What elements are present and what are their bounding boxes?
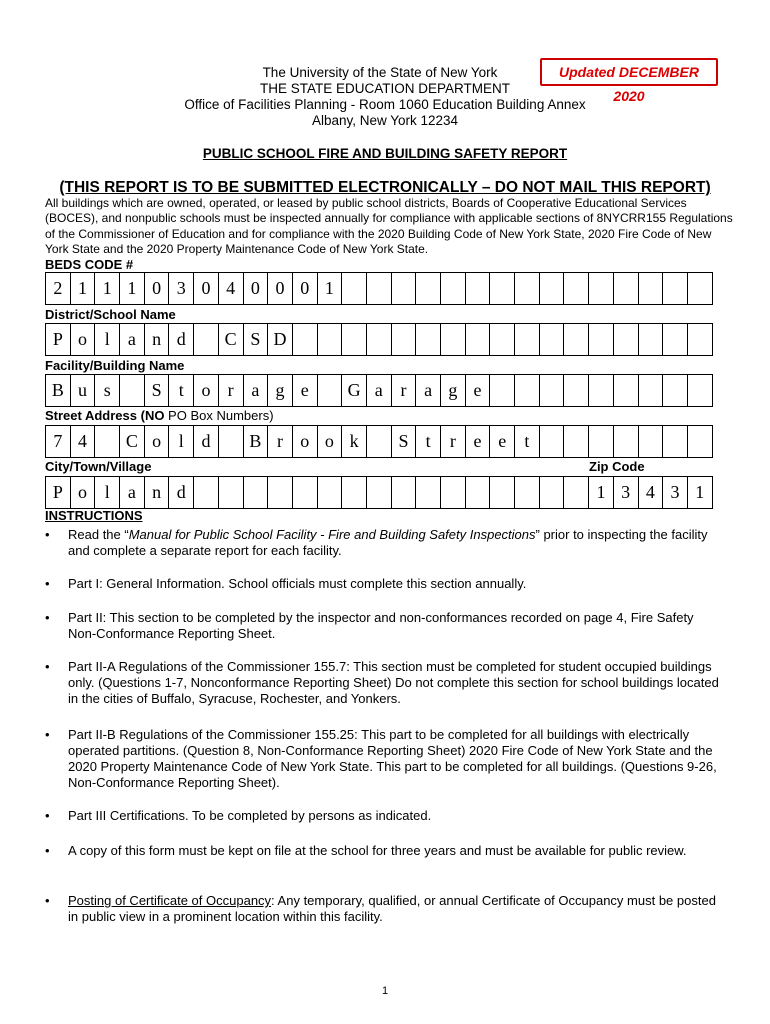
char-box[interactable] xyxy=(392,323,417,356)
bullet-dot: • xyxy=(45,576,50,591)
page-number: 1 xyxy=(381,985,389,997)
manual-title: Manual for Public School Facility - Fire and Building Safety Inspections xyxy=(128,527,536,542)
char-box[interactable]: l xyxy=(95,476,120,509)
char-box[interactable] xyxy=(490,272,515,305)
char-box[interactable]: k xyxy=(342,425,367,458)
char-box[interactable]: a xyxy=(120,323,145,356)
facility-grid[interactable] xyxy=(45,374,713,407)
city-grid[interactable] xyxy=(45,476,713,509)
char-box[interactable]: r xyxy=(268,425,293,458)
char-box[interactable] xyxy=(688,272,713,305)
bullet-dot: • xyxy=(45,659,50,674)
char-box[interactable]: 0 xyxy=(293,272,318,305)
street-label-no: NO xyxy=(144,408,165,423)
char-box[interactable]: D xyxy=(268,323,293,356)
char-box[interactable]: g xyxy=(441,374,466,407)
street-grid[interactable] xyxy=(45,425,713,458)
char-box[interactable] xyxy=(564,272,589,305)
char-box[interactable] xyxy=(663,374,688,407)
char-box[interactable]: t xyxy=(416,425,441,458)
b1-pre: Read the “ xyxy=(68,527,129,542)
char-box[interactable] xyxy=(540,374,565,407)
char-box[interactable]: e xyxy=(466,374,491,407)
char-box[interactable]: u xyxy=(71,374,96,407)
char-box[interactable] xyxy=(490,323,515,356)
char-box[interactable]: 1 xyxy=(120,272,145,305)
char-box[interactable]: r xyxy=(392,374,417,407)
char-box[interactable]: 0 xyxy=(244,272,269,305)
char-box[interactable]: S xyxy=(392,425,417,458)
char-box[interactable] xyxy=(663,272,688,305)
char-box[interactable]: 4 xyxy=(71,425,96,458)
char-box[interactable] xyxy=(441,323,466,356)
header-line-4: Albany, New York 12234 xyxy=(311,113,459,128)
char-box[interactable] xyxy=(244,476,269,509)
street-label-c: PO Box Numbers) xyxy=(164,408,274,423)
char-box[interactable] xyxy=(639,374,664,407)
char-box[interactable]: 0 xyxy=(194,272,219,305)
char-box[interactable]: g xyxy=(268,374,293,407)
char-box[interactable] xyxy=(268,476,293,509)
char-box[interactable] xyxy=(219,425,244,458)
header-line-2: THE STATE EDUCATION DEPARTMENT xyxy=(259,81,510,96)
char-box[interactable] xyxy=(416,272,441,305)
char-box[interactable]: o xyxy=(71,476,96,509)
char-box[interactable] xyxy=(564,323,589,356)
char-box[interactable] xyxy=(540,272,565,305)
char-box[interactable] xyxy=(367,323,392,356)
bullet-dot: • xyxy=(45,808,50,823)
char-box[interactable] xyxy=(515,272,540,305)
zip-char-box[interactable]: 3 xyxy=(663,476,688,509)
char-box[interactable]: d xyxy=(169,323,194,356)
char-box[interactable]: r xyxy=(441,425,466,458)
char-box[interactable] xyxy=(614,425,639,458)
char-box[interactable] xyxy=(688,425,713,458)
char-box[interactable] xyxy=(194,476,219,509)
char-box[interactable]: d xyxy=(169,476,194,509)
char-box[interactable] xyxy=(614,272,639,305)
instruction-text: Part III Certifications. To be completed by persons as indicated. xyxy=(68,808,432,823)
char-box[interactable]: B xyxy=(244,425,269,458)
char-box[interactable] xyxy=(688,323,713,356)
char-box[interactable]: s xyxy=(95,374,120,407)
char-box[interactable]: 1 xyxy=(318,272,343,305)
char-box[interactable]: P xyxy=(46,323,71,356)
char-box[interactable]: e xyxy=(490,425,515,458)
bullet-dot: • xyxy=(45,610,50,625)
char-box[interactable] xyxy=(589,323,614,356)
char-box[interactable] xyxy=(392,476,417,509)
char-box[interactable] xyxy=(540,425,565,458)
electronic-notice: (THIS REPORT IS TO BE SUBMITTED ELECTRONICALLY – DO NOT MAIL THIS REPORT) xyxy=(59,179,711,196)
char-box[interactable]: S xyxy=(244,323,269,356)
char-box[interactable]: o xyxy=(145,425,170,458)
report-title: PUBLIC SCHOOL FIRE AND BUILDING SAFETY REPORT xyxy=(202,146,568,161)
b8-rest: : Any temporary, qualified, or annual Certificate of Occupancy must be posted in public view in a prominent location within this facility. xyxy=(68,893,716,924)
street-label-a: Street Address ( xyxy=(45,408,145,423)
char-box[interactable] xyxy=(688,374,713,407)
char-box[interactable] xyxy=(441,272,466,305)
char-box[interactable] xyxy=(219,476,244,509)
char-box[interactable] xyxy=(342,323,367,356)
city-label: City/Town/Village xyxy=(45,459,152,474)
char-box[interactable]: a xyxy=(120,476,145,509)
instruction-text: Part II-A Regulations of the Commissioner 155.7: This section must be completed for student occupied buildings only. (Questions 1-7, Nonconformance Reporting Sheet) Do not complete this section for school buildings located in the cities of Buffalo, Syracuse, Rochester, and Yonkers. xyxy=(68,659,719,706)
char-box[interactable]: n xyxy=(145,476,170,509)
char-box[interactable]: G xyxy=(342,374,367,407)
instruction-item-5 xyxy=(45,727,725,791)
b1-post: ” prior to inspecting the facility and complete a separate report for each facility. xyxy=(68,527,708,558)
char-box[interactable] xyxy=(416,476,441,509)
char-box[interactable]: 0 xyxy=(268,272,293,305)
district-label: District/School Name xyxy=(45,307,176,322)
char-box[interactable]: l xyxy=(95,323,120,356)
char-box[interactable] xyxy=(663,323,688,356)
char-box[interactable] xyxy=(367,425,392,458)
char-box[interactable] xyxy=(466,476,491,509)
char-box[interactable] xyxy=(342,476,367,509)
char-box[interactable]: t xyxy=(169,374,194,407)
char-box[interactable] xyxy=(318,476,343,509)
beds-code-label: BEDS CODE # xyxy=(45,257,134,272)
instruction-item-6 xyxy=(45,808,725,824)
char-box[interactable] xyxy=(515,374,540,407)
instruction-item-3 xyxy=(45,610,725,642)
char-box[interactable] xyxy=(194,323,219,356)
char-box[interactable]: 1 xyxy=(95,272,120,305)
char-box[interactable] xyxy=(589,272,614,305)
char-box[interactable] xyxy=(466,323,491,356)
char-box[interactable] xyxy=(515,476,540,509)
district-grid[interactable] xyxy=(45,323,713,356)
char-box[interactable] xyxy=(318,323,343,356)
char-box[interactable]: t xyxy=(515,425,540,458)
bullet-dot: • xyxy=(45,843,50,858)
facility-label: Facility/Building Name xyxy=(45,358,185,373)
char-box[interactable] xyxy=(540,323,565,356)
bullet-dot: • xyxy=(45,893,50,908)
char-box[interactable]: a xyxy=(244,374,269,407)
char-box[interactable]: r xyxy=(219,374,244,407)
char-box[interactable] xyxy=(95,425,120,458)
instruction-text: Part I: General Information. School officials must complete this section annually. xyxy=(68,576,527,591)
char-box[interactable] xyxy=(342,272,367,305)
char-box[interactable] xyxy=(120,374,145,407)
char-box[interactable] xyxy=(564,425,589,458)
char-box[interactable]: o xyxy=(71,323,96,356)
char-box[interactable] xyxy=(614,323,639,356)
zip-char-box[interactable]: 4 xyxy=(639,476,664,509)
char-box[interactable]: C xyxy=(219,323,244,356)
char-box[interactable]: 0 xyxy=(145,272,170,305)
bullet-dot: • xyxy=(45,727,50,742)
char-box[interactable] xyxy=(441,476,466,509)
char-box[interactable]: P xyxy=(46,476,71,509)
char-box[interactable] xyxy=(540,476,565,509)
instruction-text: Part II: This section to be completed by the inspector and non-conformances recorded on page 4, Fire Safety Non-Conformance Reporting Sheet. xyxy=(68,610,694,641)
instruction-text: Part II-B Regulations of the Commissioner 155.25: This part to be completed for all buildings with electrically operated partitions. (Question 8, Non-Conformance Reporting Sheet) 2020 Fire Code of New York State and the 2020 Property Maintenance Code of New York State. This part to be completed for all buildings. (Questions 9-26, Non-Conformance Reporting Sheet). xyxy=(68,727,717,790)
updated-badge: Updated DECEMBER 2020 xyxy=(540,58,718,86)
instruction-item-8 xyxy=(45,893,725,925)
zip-char-box[interactable]: 3 xyxy=(614,476,639,509)
instruction-item-4 xyxy=(45,659,725,707)
char-box[interactable]: S xyxy=(145,374,170,407)
char-box[interactable]: C xyxy=(120,425,145,458)
char-box[interactable]: o xyxy=(194,374,219,407)
char-box[interactable] xyxy=(416,323,441,356)
char-box[interactable]: d xyxy=(194,425,219,458)
instruction-item-2 xyxy=(45,576,725,592)
char-box[interactable]: 2 xyxy=(46,272,71,305)
instruction-item-7 xyxy=(45,843,725,859)
char-box[interactable] xyxy=(293,476,318,509)
char-box[interactable] xyxy=(564,476,589,509)
char-box[interactable] xyxy=(466,272,491,305)
char-box[interactable] xyxy=(392,272,417,305)
char-box[interactable] xyxy=(639,425,664,458)
zip-char-box[interactable]: 1 xyxy=(688,476,713,509)
char-box[interactable]: n xyxy=(145,323,170,356)
char-box[interactable] xyxy=(293,323,318,356)
char-box[interactable] xyxy=(490,374,515,407)
zip-label: Zip Code xyxy=(589,459,645,474)
certificate-posting-link: Posting of Certificate of Occupancy xyxy=(68,893,272,908)
char-box[interactable]: B xyxy=(46,374,71,407)
instruction-item-1 xyxy=(45,527,725,559)
char-box[interactable] xyxy=(515,323,540,356)
char-box[interactable] xyxy=(564,374,589,407)
char-box[interactable]: a xyxy=(416,374,441,407)
char-box[interactable]: l xyxy=(169,425,194,458)
char-box[interactable] xyxy=(367,272,392,305)
char-box[interactable]: o xyxy=(318,425,343,458)
char-box[interactable] xyxy=(639,272,664,305)
char-box[interactable] xyxy=(589,425,614,458)
char-box[interactable]: 3 xyxy=(169,272,194,305)
char-box[interactable]: o xyxy=(293,425,318,458)
bullet-dot: • xyxy=(45,527,50,542)
header-line-3: Office of Facilities Planning - Room 1060 Education Building Annex xyxy=(184,97,586,112)
char-box[interactable] xyxy=(614,374,639,407)
char-box[interactable] xyxy=(589,374,614,407)
char-box[interactable] xyxy=(663,425,688,458)
header-line-1: The University of the State of New York xyxy=(262,65,498,80)
char-box[interactable] xyxy=(367,476,392,509)
char-box[interactable]: 4 xyxy=(219,272,244,305)
char-box[interactable]: 7 xyxy=(46,425,71,458)
char-box[interactable]: 1 xyxy=(71,272,96,305)
street-label xyxy=(45,408,274,423)
char-box[interactable] xyxy=(490,476,515,509)
zip-char-box[interactable]: 1 xyxy=(589,476,614,509)
beds-code-grid[interactable] xyxy=(45,272,713,305)
char-box[interactable]: e xyxy=(466,425,491,458)
char-box[interactable] xyxy=(318,374,343,407)
char-box[interactable] xyxy=(639,323,664,356)
instructions-title: INSTRUCTIONS xyxy=(45,508,143,523)
char-box[interactable]: e xyxy=(293,374,318,407)
char-box[interactable]: a xyxy=(367,374,392,407)
intro-paragraph: All buildings which are owned, operated, or leased by public school districts, Boards of Cooperative Educational Services (BOCES), and nonpublic schools must be inspected annually for compliance with applicable sections of 8NYCRR155 Regulations of the Commissioner of Education and for compliance with the 2020 Building Code of New York State, 2020 Fire Code of New York State and the 2020 Property Maintenance Code of New York State. xyxy=(45,196,733,256)
instruction-text: A copy of this form must be kept on file at the school for three years and must be available for public review. xyxy=(68,843,687,858)
